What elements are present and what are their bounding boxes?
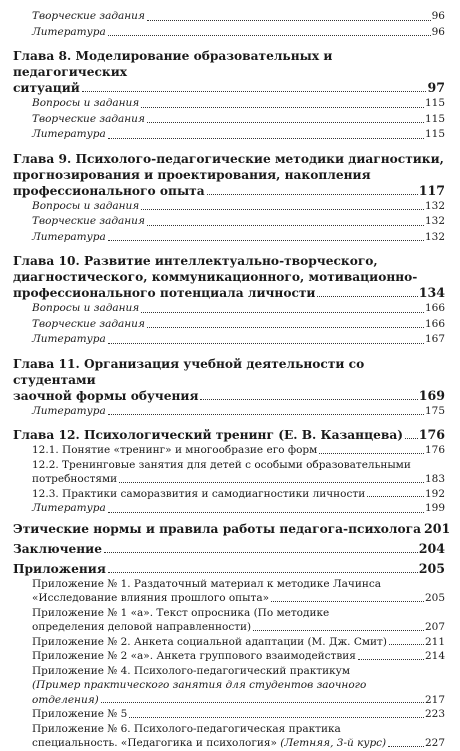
- toc-entry-last-line: [13, 427, 445, 443]
- toc-leader: [358, 659, 424, 660]
- toc-page-number: 96: [431, 25, 445, 38]
- toc-subentry-label: Литература: [32, 25, 106, 38]
- table-of-contents: [13, 9, 451, 751]
- toc-entry-last-line: [32, 487, 445, 502]
- toc-page-number: 204: [418, 540, 445, 556]
- toc-entry-line: Приложение № 6. Психолого-педагогическая практика: [32, 722, 341, 735]
- toc-leader: [147, 225, 424, 226]
- toc-chapter: [13, 151, 445, 199]
- toc-chapter: [13, 561, 445, 577]
- toc-chapter: [13, 541, 445, 557]
- toc-leader: [253, 630, 424, 631]
- toc-entry-label: 12.3. Практики саморазвития и самодиагностики личности: [32, 487, 366, 500]
- toc-entry-line: Глава 10. Развитие интеллектуально-творческого,: [13, 254, 378, 268]
- toc-subentry-label: Вопросы и задания: [32, 97, 140, 109]
- toc-item: [32, 707, 445, 722]
- toc-leader: [108, 35, 431, 36]
- toc-leader: [82, 91, 427, 92]
- toc-page-number: 201: [423, 520, 451, 536]
- toc-leader: [141, 312, 424, 313]
- toc-entry-last-line: [32, 707, 445, 722]
- toc-entry-label: определения деловой направленности): [32, 621, 252, 633]
- toc-entry-last-line: [13, 388, 445, 404]
- toc-page-number: 176: [424, 444, 445, 456]
- toc-chapter: [13, 356, 445, 404]
- toc-subentry: [32, 332, 445, 348]
- toc-subentry: [32, 230, 445, 246]
- toc-entry-last-line: [32, 591, 445, 606]
- toc-subentry: [32, 317, 445, 333]
- toc-page-number: 97: [427, 80, 445, 95]
- toc-entry-last-line: [32, 620, 445, 635]
- toc-leader: [207, 194, 418, 195]
- toc-leader: [405, 438, 418, 439]
- toc-page-number: 192: [424, 487, 445, 500]
- toc-page-number: 115: [424, 97, 445, 109]
- toc-entry-label: ситуаций: [13, 81, 80, 95]
- toc-entry-label: потребностями: [32, 473, 118, 485]
- toc-subentry: [32, 96, 445, 112]
- toc-subentry: [32, 112, 445, 128]
- toc-leader: [200, 399, 417, 400]
- toc-entry-last-line: [13, 285, 445, 301]
- toc-entry-label: специальность. «Педагогика и психология» (Летняя, 3-й курс): [32, 737, 387, 749]
- toc-page-number: 175: [424, 404, 445, 417]
- toc-leader: [104, 552, 418, 553]
- toc-page-number: 183: [424, 473, 445, 485]
- toc-page-number: 115: [424, 128, 445, 140]
- toc-entry-last-line: [32, 472, 445, 487]
- toc-subentry-label: Творческие задания: [32, 317, 145, 330]
- toc-entry-label: Этические нормы и правила работы педагога-психолога: [13, 521, 421, 536]
- toc-entry-label: заочной формы обучения: [13, 388, 199, 403]
- toc-subentry-label: Творческие задания: [32, 215, 145, 227]
- toc-entry-line: Глава 11. Организация учебной деятельности со студентами: [13, 356, 365, 387]
- toc-entry-line: (Пример практического занятия для студентов заочного: [32, 679, 367, 691]
- toc-page-number: 169: [418, 387, 445, 403]
- toc-leader: [119, 482, 424, 483]
- toc-entry-label: профессионального потенциала личности: [13, 286, 316, 300]
- toc-entry-line: прогнозирования и проектирования, накопления: [13, 167, 371, 182]
- toc-leader: [367, 496, 424, 497]
- toc-item: [32, 649, 445, 664]
- toc-item: [32, 577, 445, 606]
- toc-page-number: 205: [424, 592, 445, 604]
- toc-page-number: 211: [424, 635, 445, 648]
- toc-subentry-label: Вопросы и задания: [32, 199, 140, 212]
- toc-leader: [129, 717, 424, 718]
- toc-chapter: [13, 48, 445, 96]
- toc-entry-last-line: [13, 561, 445, 577]
- toc-subentry: [32, 501, 445, 517]
- toc-entry-last-line: [32, 635, 445, 650]
- toc-entry-line: 12.2. Тренинговые занятия для детей с особыми образовательными: [32, 458, 411, 471]
- toc-leader: [147, 327, 424, 328]
- toc-leader: [141, 107, 424, 108]
- toc-page-number: 132: [424, 230, 445, 243]
- toc-leader: [319, 453, 424, 454]
- toc-page-number: 214: [424, 650, 445, 662]
- toc-entry-last-line: [13, 183, 445, 199]
- toc-entry-line: Приложение № 1 «а». Текст опросника (По методике: [32, 606, 330, 619]
- toc-entry-line: Приложение № 1. Раздаточный материал к методике Лачинса: [32, 577, 381, 590]
- toc-page-number: 96: [431, 10, 445, 22]
- toc-leader: [108, 240, 424, 241]
- toc-subentry: [32, 404, 445, 420]
- toc-page-number: 166: [424, 302, 445, 314]
- toc-entry-label: Приложения: [13, 561, 106, 576]
- toc-entry-last-line: [13, 80, 445, 96]
- toc-entry-label: 12.1. Понятие «тренинг» и многообразие его форм: [32, 444, 318, 456]
- toc-leader: [108, 414, 424, 415]
- toc-entry-last-line: [32, 443, 445, 458]
- toc-leader: [271, 601, 424, 602]
- toc-entry-last-line: [32, 693, 445, 708]
- toc-entry-label: Приложение № 5: [32, 708, 128, 720]
- toc-item: [32, 635, 445, 650]
- toc-subentry-label: Творческие задания: [32, 10, 145, 22]
- toc-entry-last-line: [32, 649, 445, 664]
- toc-leader: [317, 296, 417, 297]
- toc-page-number: 223: [424, 708, 445, 720]
- toc-leader: [108, 343, 424, 344]
- toc-item: [32, 606, 445, 635]
- toc-entry-label: Глава 12. Психологический тренинг (Е. В. Казанцева): [13, 428, 403, 442]
- toc-subentry: [32, 127, 445, 143]
- toc-subentry: [32, 25, 445, 41]
- toc-page-number: 166: [424, 317, 445, 330]
- toc-subentry: [32, 301, 445, 317]
- toc-entry-label: Приложение № 2 «а». Анкета группового взаимодействия: [32, 650, 356, 662]
- toc-page-number: 132: [424, 215, 445, 227]
- toc-subentry-label: Литература: [32, 502, 106, 514]
- toc-item: [32, 458, 445, 487]
- toc-page-number: 199: [424, 502, 445, 514]
- toc-entry-line: Глава 8. Моделирование образовательных и педагогических: [13, 49, 333, 79]
- toc-chapter: [13, 427, 445, 443]
- toc-item: [32, 487, 445, 502]
- toc-page-number: 117: [418, 182, 445, 198]
- toc-subentry-label: Литература: [32, 333, 106, 345]
- toc-subentry: [32, 199, 445, 215]
- toc-page-number: 167: [424, 333, 445, 345]
- toc-subentry-label: Вопросы и задания: [32, 302, 140, 314]
- toc-entry-label: Заключение: [13, 541, 102, 556]
- toc-entry-line: Приложение № 4. Психолого-педагогический практикум: [32, 664, 351, 677]
- toc-chapter: [13, 253, 445, 301]
- toc-subentry-label: Литература: [32, 230, 106, 243]
- toc-subentry-label: Литература: [32, 128, 106, 140]
- toc-entry-italic-tail: (Летняя, 3-й курс): [280, 737, 387, 749]
- toc-leader: [108, 138, 424, 139]
- toc-page-number: 134: [418, 285, 445, 300]
- toc-subentry: [32, 214, 445, 230]
- toc-entry-line: диагностического, коммуникационного, мотивационно-: [13, 270, 418, 284]
- toc-chapter: [13, 520, 451, 537]
- toc-entry-last-line: [13, 541, 445, 557]
- toc-entry-line: Глава 9. Психолого-педагогические методики диагностики,: [13, 151, 444, 166]
- toc-leader: [101, 702, 424, 703]
- toc-page-number: 217: [424, 693, 445, 706]
- toc-entry-last-line: [13, 520, 451, 537]
- toc-leader: [108, 512, 424, 513]
- toc-subentry-label: Творческие задания: [32, 112, 145, 125]
- toc-entry-label: «Исследование влияния прошлого опыта»: [32, 592, 270, 604]
- toc-entry-label: профессионального опыта: [13, 183, 205, 198]
- toc-page-number: 115: [424, 112, 445, 125]
- toc-page-number: 176: [418, 427, 445, 442]
- toc-leader: [108, 572, 418, 573]
- toc-entry-last-line: [32, 736, 445, 751]
- toc-item: [32, 443, 445, 458]
- toc-page-number: 207: [424, 621, 445, 633]
- toc-leader: [141, 209, 424, 210]
- toc-entry-label: Приложение № 2. Анкета социальной адаптации (М. Дж. Смит): [32, 635, 387, 648]
- toc-page-number: 132: [424, 199, 445, 212]
- toc-item: [32, 722, 445, 751]
- toc-entry-label: отделения): [32, 693, 99, 706]
- toc-leader: [388, 746, 424, 747]
- toc-subentry: [32, 9, 445, 25]
- toc-page-number: 227: [424, 737, 445, 749]
- toc-leader: [147, 122, 424, 123]
- toc-item: [32, 664, 445, 708]
- toc-subentry-label: Литература: [32, 404, 106, 417]
- toc-leader: [147, 20, 431, 21]
- toc-page-number: 205: [418, 560, 445, 576]
- toc-leader: [389, 644, 424, 645]
